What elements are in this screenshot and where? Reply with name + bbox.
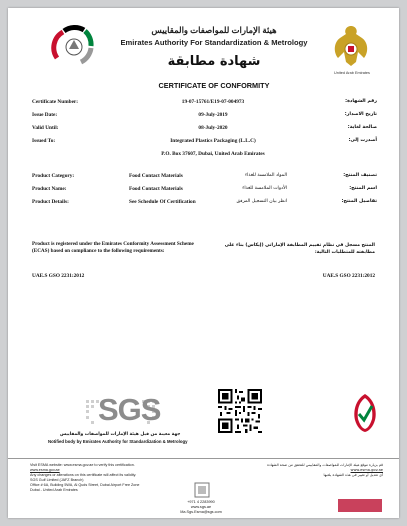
notified-body-english: Notified body by Emirates Authority for Standardization & Metrology [48, 439, 188, 444]
issue-date-label: Issue Date: [32, 112, 58, 118]
footer-contact [170, 500, 232, 515]
footer-left-line-3: Any changes or alterations on this certificate will affect its validity. [30, 472, 137, 477]
issued-to-label-ar: أصدرت إلى: [348, 138, 377, 143]
footer-left-line-4: SGS Gulf Limited (JAFZ Branch) [30, 477, 84, 482]
footer-right-esma-link[interactable]: www.esma.gov.ae [350, 467, 383, 472]
registration-statement-english: Product is registered under the Emirates Conformity Assessment Scheme (ECAS) based on compliance to the following requirements: [32, 241, 194, 254]
registration-statement-arabic: المنتج مسجل في نظام تقييم المطابقة الإماراتي (إيكاس) بناء على مطابقته للمتطلبات التالية: [224, 243, 375, 255]
footer-left-esma-link[interactable]: www.esma.gov.ae [30, 467, 60, 472]
footer-divider [8, 458, 399, 459]
issued-to-address: P.O. Box 37607, Dubai, United Arab Emirates [161, 151, 265, 157]
header-org-english: Emirates Authority For Standardization & Metrology [120, 38, 308, 47]
footer-left-line-6: Dubai - United Arab Emirates [30, 487, 78, 492]
standard-reference-right: UAE.S GSO 2231:2012 [322, 273, 375, 279]
red-stamp-mark [338, 499, 382, 512]
footer-left-line-5: Office # 6A, Building 5WA, Al Quds Street, Dubai Airport Free Zone [30, 482, 140, 487]
ecas-conformity-mark-icon [351, 392, 379, 434]
issued-to-value: Integrated Plastics Packaging (L.L.C) [170, 138, 256, 144]
notified-body-arabic: جهة معينة من قبل هيئة الإمارات للمواصفات والمقاييس [60, 432, 181, 437]
product-category-value: Food Contact Materials [129, 173, 183, 179]
product-details-value: See Schedule Of Certification [129, 199, 196, 205]
product-details-label: Product Details: [32, 199, 69, 205]
footer-right-line-1: قم بزيارة موقع هيئة الإمارات للمواصفات والمقاييس للتحقق من صحة الشهادة [267, 463, 383, 467]
valid-until-value: 08-July-2020 [198, 125, 228, 131]
sgs-logo-text: SGS [98, 392, 161, 427]
title-arabic: شهادة مطابقة [167, 54, 261, 69]
footer-phone: +971 4 2283990 [187, 500, 215, 504]
header-org-arabic: هيئة الإمارات للمواصفات والمقاييس [151, 25, 277, 35]
product-category-label: Product Category: [32, 173, 75, 179]
uae-falcon-emblem-icon [328, 22, 374, 72]
issue-date-label-ar: تاريخ الاصدار: [344, 112, 377, 117]
product-details-value-ar: انظر بيان التسجيل المرفق [236, 199, 287, 204]
product-category-value-ar: المواد الملامسة للغذاء [244, 173, 287, 178]
footer-website-link[interactable]: www.sgs.ae [190, 505, 212, 509]
qr-code-icon [218, 389, 262, 433]
product-category-label-ar: تصنيف المنتج: [343, 173, 377, 178]
product-name-label: Product Name: [32, 186, 67, 192]
certificate-number-label-ar: رقم الشهادة: [345, 99, 377, 104]
certificate-number-value: 19-07-15761/E19-07-004973 [181, 99, 245, 105]
issue-date-value: 09-July-2019 [198, 112, 228, 118]
valid-until-label-ar: صالحة لغاية: [347, 125, 377, 130]
issued-to-label: Issued To: [32, 138, 56, 144]
esma-logo-icon [51, 22, 97, 68]
standard-reference-left: UAE.S GSO 2231:2012 [32, 273, 85, 279]
footer-left [30, 463, 170, 492]
product-name-value: Food Contact Materials [129, 186, 183, 192]
product-name-value-ar: الأدوات الملامسة للغذاء [242, 186, 287, 191]
title-english: CERTIFICATE OF CONFORMITY [158, 81, 270, 90]
sgs-small-logo-icon [194, 482, 210, 498]
product-name-label-ar: اسم المنتج: [349, 186, 377, 191]
uae-emblem-label: United Arab Emirates [334, 71, 370, 75]
certificate-number-label: Certificate Number: [32, 99, 79, 105]
footer-left-line-1: Visit ESMA website: www.esma.gov.ae to verify this certification. [30, 463, 135, 467]
product-details-label-ar: تفاصيل المنتج: [341, 199, 377, 204]
valid-until-label: Valid Until: [32, 125, 59, 131]
certificate-page [8, 8, 399, 518]
footer-email-link[interactable]: Ma.Sgs.Esma@sgs.com [180, 510, 222, 514]
footer-right [243, 463, 383, 478]
footer-right-line-3: أي تعديل أو تغيير في هذه الشهادة يلغيها [323, 472, 383, 477]
